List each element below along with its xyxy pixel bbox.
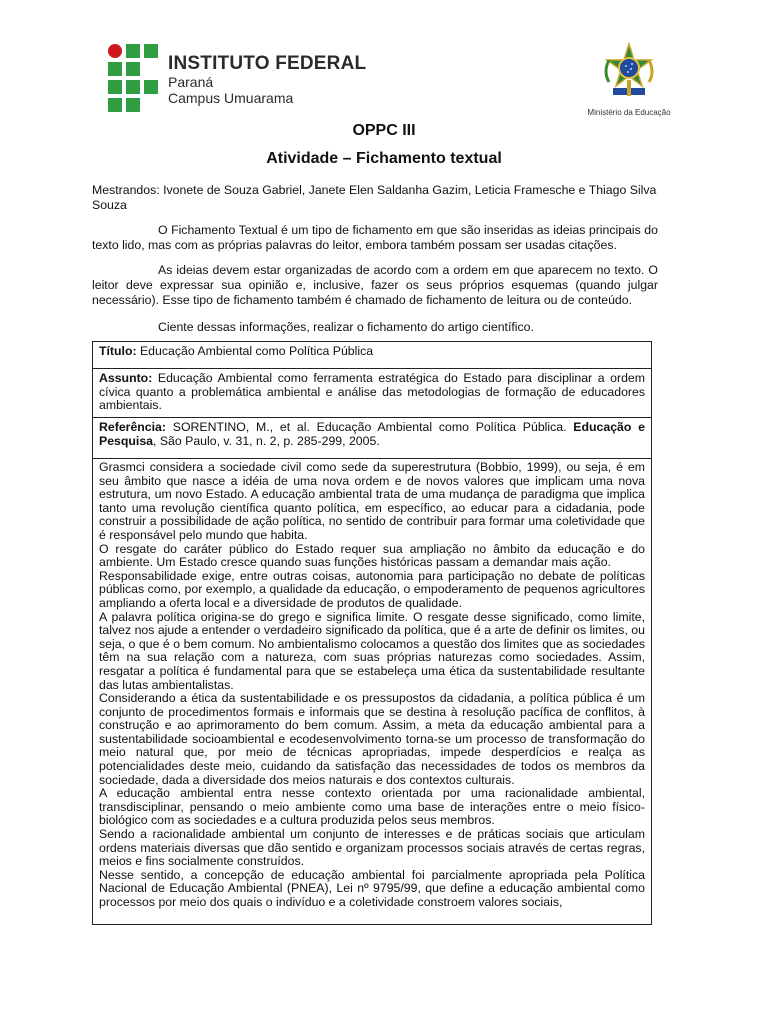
notes-row: [93, 458, 651, 924]
notes-paragraph: Considerando a ética da sustentabilidade e os pressupostos da cidadania, a política pública é um conjunto de procedimentos formais e informais que se destina à resolução pacífica de conflitos, à construção e ao aprimoramento do bem comum. Assim, a meta da educação ambiental para a sustentabilidade socioambiental e ecodesenvolvimento torna-se um processo de transformação do meio natural que, por meio de técnicas apropriadas, impede desperdícios e realça as potencialidades deste meio, cuidando da satisfação das necessidades de todos os membros da sociedade, dada a diversidade dos meios naturais e dos contextos culturais.: [99, 691, 645, 787]
title-value: Educação Ambiental como Política Pública: [136, 344, 374, 358]
ministry-label: Ministério da Educação: [587, 108, 671, 117]
notes-paragraph: Grasmci considera a sociedade civil como sede da superestrutura (Bobbio, 1999), ou seja, é em seu âmbito que nasce a idéia de uma nova ordem e de novos valores que implicam uma nova estrutura, um novo Estado. A educação ambiental trata de uma mudança de paradigma que implica tanto uma revolução científica quanto política, em específico, ao educar para a cidadania, pode construir a possibilidade de ação política, no sentido de contribuir para formar uma coletividade que é responsável pelo mundo que habita.: [99, 460, 645, 542]
brazil-coat-of-arms-icon: [599, 42, 659, 104]
notes-paragraph: Nesse sentido, a concepção de educação ambiental foi parcialmente apropriada pela Política Nacional de Educação Ambiental (PNEA), Lei nº 9795/99, que define a educação ambiental como processos por meio dos quais o indivíduo e a coletividade constroem valores sociais,: [99, 867, 645, 909]
course-title: OPPC III: [352, 122, 416, 139]
intro-paragraph: O Fichamento Textual é um tipo de fichamento em que são inseridas as ideias principais do texto lido, mas com as próprias palavras do leitor, embora também possam ser usadas citações.: [92, 223, 658, 252]
if-logo-grid-icon: [108, 44, 158, 112]
title-row: [93, 342, 651, 368]
instituto-federal-logo: [108, 44, 366, 112]
title-label: Título:: [99, 344, 137, 358]
notes-paragraph: O resgate do caráter público do Estado requer sua ampliação no âmbito da educação e do ambiente. Um Estado cresce quando suas funções históricas passam a demandar mais ação.: [99, 541, 645, 570]
reference-journal: Educação e Pesquisa: [99, 420, 645, 448]
authors-line: Mestrandos: Ivonete de Souza Gabriel, Janete Elen Saldanha Gazim, Leticia Framesche e Thiago Silva Souza: [92, 183, 657, 212]
notes-paragraph: Sendo a racionalidade ambiental um conjunto de interesses e de práticas sociais que articulam ordens materiais diversas que dão sentido e organizam processos sociais através de certas regras, meios e fins socialmente construídos.: [99, 827, 645, 869]
subject-label: Assunto:: [99, 371, 153, 385]
notes-paragraph: A palavra política origina-se do grego e significa limite. O resgate desse significado, como limite, talvez nos ajude a entender o verdadeiro significado da política, que é a arte de definir os limites, ou seja, o que é o bem comum. No ambientalismo colocamos a questão dos limites que as sociedades têm na sua relação com a natureza, com suas próprias naturezas como sociedades. Assim, resgatar a política é fundamental para que se estabeleça uma ética da sustentabilidade resultante das lutas ambientalistas.: [99, 609, 645, 692]
subject-value: Educação Ambiental como ferramenta estratégica do Estado para disciplinar a ordem cívica quanto a problemática ambiental e análise das metodologias de formação de educadores ambientais.: [99, 371, 645, 413]
subject-row: [93, 368, 651, 417]
reference-row: [93, 417, 651, 458]
activity-title: Atividade – Fichamento textual: [266, 150, 502, 167]
reference-value: SORENTINO, M., et al. Educação Ambiental como Política Pública.: [165, 420, 574, 434]
intro-paragraph: As ideias devem estar organizadas de acordo com a ordem em que aparecem no texto. O leitor deve expressar sua opinião e, inclusive, fazer os seus próprios esquemas (quando julgar necessário). Esse tipo de fichamento também é chamado de fichamento de leitura ou de conteúdo.: [92, 263, 658, 307]
ministry-logo: [584, 42, 674, 117]
notes-paragraph: A educação ambiental entra nesse contexto orientada por uma racionalidade ambiental, transdisciplinar, pensando o meio ambiente como uma base de interações entre o meio físico-biológico com as sociedades e a cultura produzida pelos seus membros.: [99, 786, 645, 828]
fichamento-table: [92, 341, 652, 925]
institution-name: INSTITUTO FEDERAL: [168, 53, 367, 74]
reference-label: Referência:: [99, 420, 166, 434]
notes-paragraph: Responsabilidade exige, entre outras coisas, autonomia para participação no debate de políticas públicas como, por exemplo, a qualidade da educação, o empoderamento de pequenos agricultores ampliando a oferta local e a diversidade de produtos de qualidade.: [99, 568, 645, 610]
institution-campus: Campus Umuarama: [168, 90, 294, 106]
reference-details: , São Paulo, v. 31, n. 2, p. 285-299, 2005.: [153, 433, 380, 448]
institution-state: Paraná: [168, 74, 214, 90]
instruction-paragraph: Ciente dessas informações, realizar o fichamento do artigo científico.: [158, 320, 534, 334]
